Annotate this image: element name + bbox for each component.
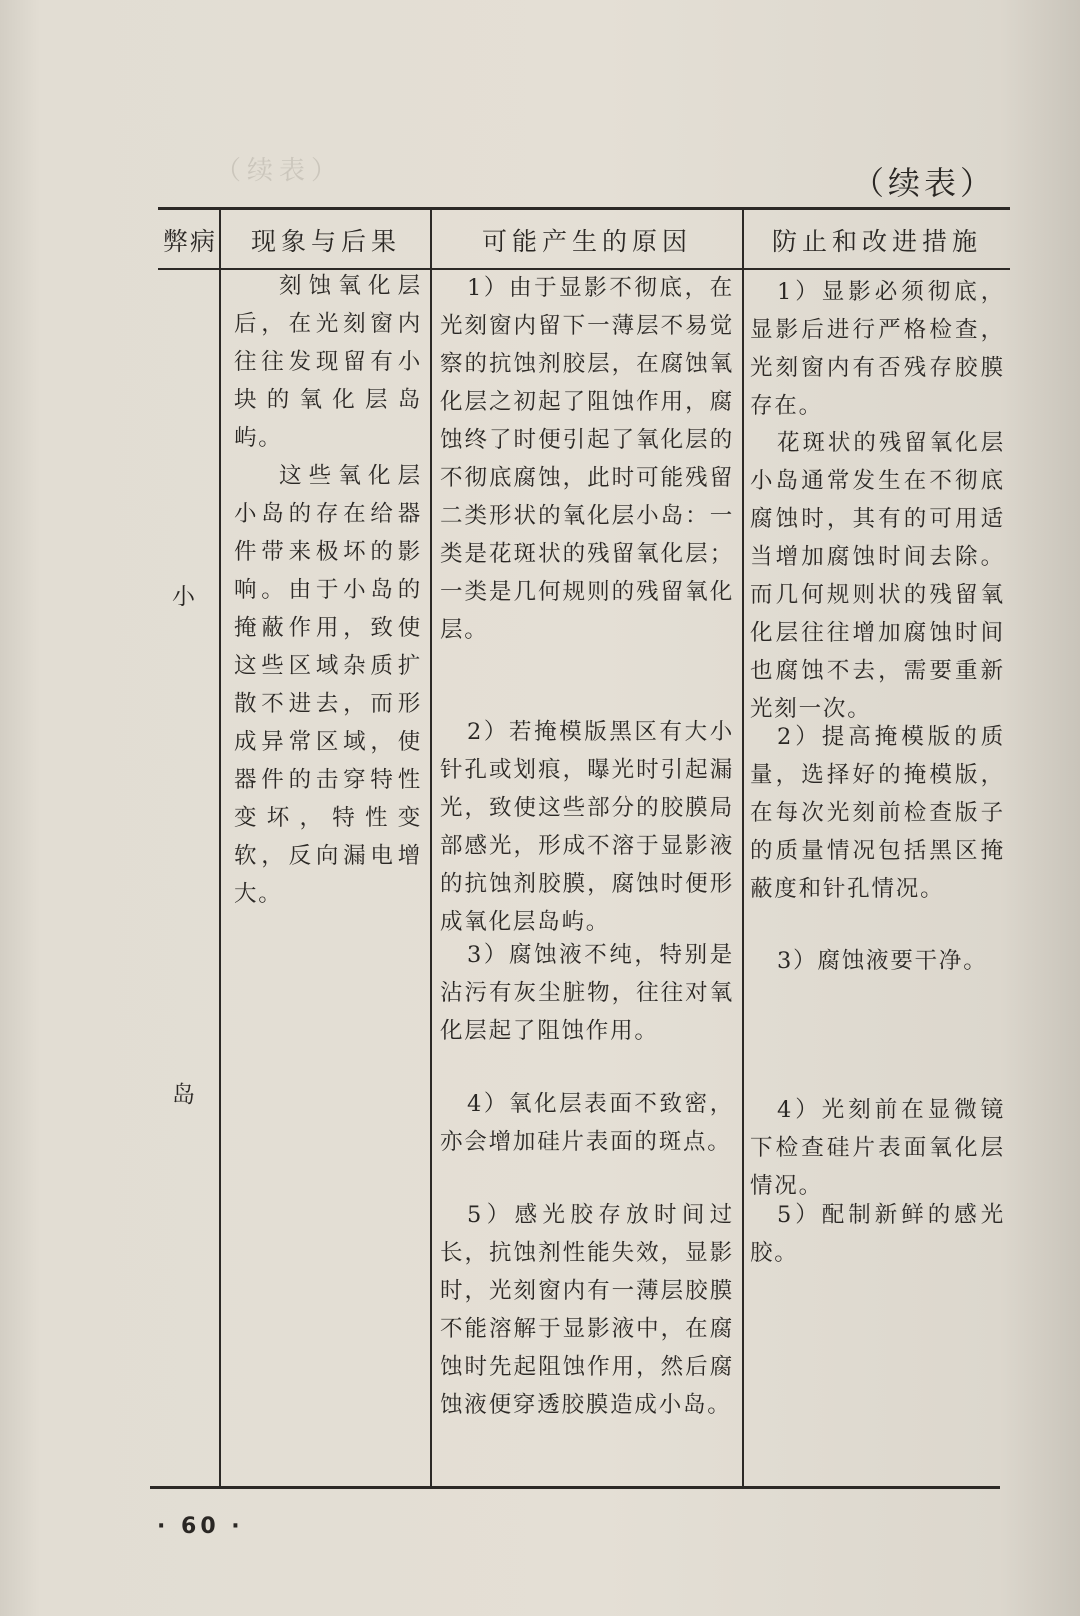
measure-item: 5）配制新鲜的感光胶。	[750, 1202, 1005, 1266]
page-number: · 60 ·	[157, 1514, 244, 1539]
phenomenon-paragraph: 这些氧化层小岛的存在给器件带来极坏的影响。由于小岛的掩蔽作用，致使这些区域杂质扩散不进去，而形成异常区域，使器件的击穿特性变坏，特性变软，反向漏电增大。	[234, 463, 422, 907]
table-top-rule	[158, 207, 1010, 210]
table-bottom-rule	[150, 1486, 1000, 1489]
column-divider	[430, 209, 432, 1487]
continued-label: （续表）	[852, 164, 997, 202]
measure-paragraph: 花斑状的残留氧化层小岛通常发生在不彻底腐蚀时，其有的可用适当增加腐蚀时间去除。而几何规则状的残留氧化层往往增加腐蚀时间也腐蚀不去，需要重新光刻一次。	[750, 430, 1005, 722]
header-measures: 防止和改进措施	[771, 227, 982, 256]
column-divider	[742, 209, 744, 1487]
phenomenon-paragraph: 刻蚀氧化层后，在光刻窗内往往发现留有小块的氧化层岛屿。	[234, 273, 422, 451]
measure-item: 1）显影必须彻底，显影后进行严格检查，光刻窗内有否残存胶膜存在。	[750, 279, 1005, 419]
cause-item: 4）氧化层表面不致密，亦会增加硅片表面的斑点。	[440, 1091, 734, 1155]
measure-item: 2）提高掩模版的质量，选择好的掩模版，在每次光刻前检查版子的质量情况包括黑区掩蔽度和针孔情况。	[750, 724, 1005, 902]
header-phenomena: 现象与后果	[250, 227, 401, 256]
column-divider	[219, 209, 221, 1487]
header-causes: 可能产生的原因	[481, 227, 692, 256]
row-label-char: 小	[172, 584, 195, 610]
header-defect: 弊病	[162, 227, 217, 256]
cause-item: 5）感光胶存放时间过长，抗蚀剂性能失效，显影时，光刻窗内有一薄层胶膜不能溶解于显影液中，在腐蚀时先起阻蚀作用，然后腐蚀液便穿透胶膜造成小岛。	[440, 1202, 734, 1418]
cause-item: 1）由于显影不彻底，在光刻窗内留下一薄层不易觉察的抗蚀剂胶层，在腐蚀氧化层之初起了阻蚀作用，腐蚀终了时便引起了氧化层的不彻底腐蚀，此时可能残留二类形状的氧化层小岛：一类是花斑状的残留氧化层；一类是几何规则的残留氧化层。	[440, 275, 734, 643]
row-label-char: 岛	[172, 1082, 195, 1108]
cause-item: 3）腐蚀液不纯，特别是沾污有灰尘脏物，往往对氧化层起了阻蚀作用。	[440, 942, 734, 1044]
measure-item: 3）腐蚀液要干净。	[777, 948, 988, 974]
cause-item: 2）若掩模版黑区有大小针孔或划痕，曝光时引起漏光，致使这些部分的胶膜局部感光，形成不溶于显影液的抗蚀剂胶膜，腐蚀时便形成氧化层岛屿。	[440, 719, 734, 935]
bleed-through-text: （续表）	[215, 156, 344, 186]
measure-item: 4）光刻前在显微镜下检查硅片表面氧化层情况。	[750, 1097, 1005, 1199]
